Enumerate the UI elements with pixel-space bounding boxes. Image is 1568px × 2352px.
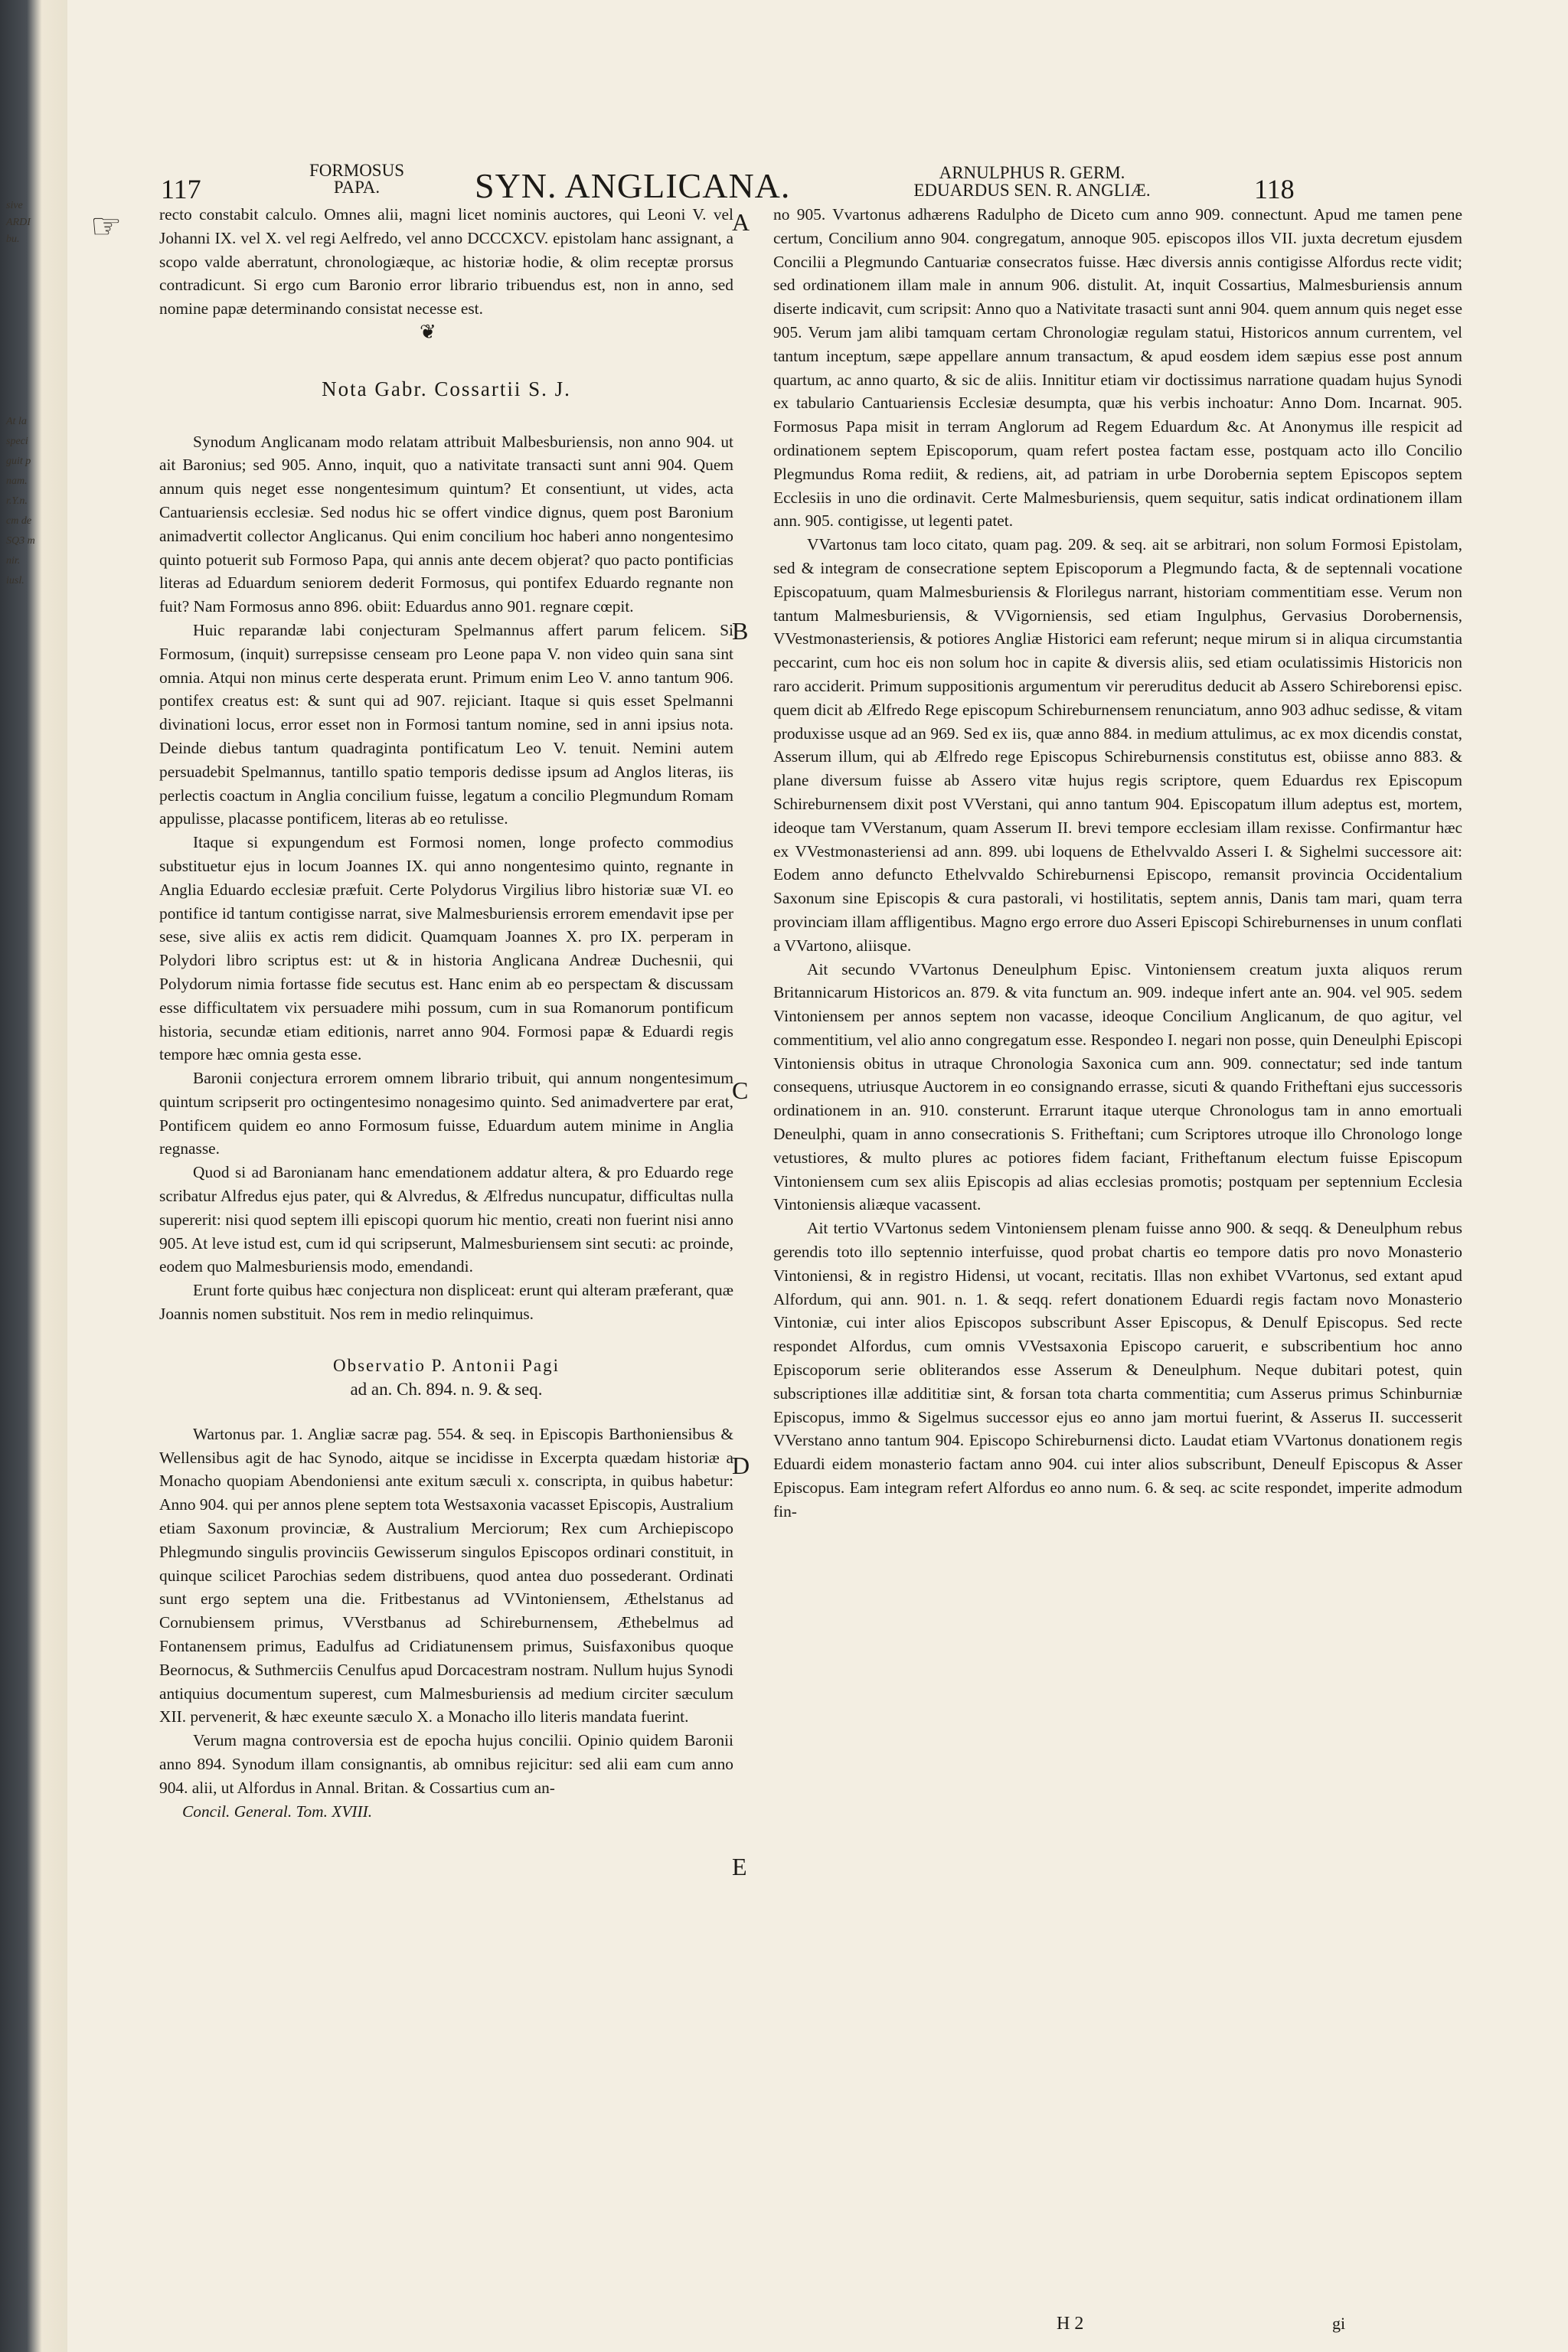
intro-paragraph: recto constabit calculo. Omnes alii, magni licet nominis auctores, qui Leoni V. vel Johanni IX. vel X. vel regi Aelfredo, vel anno DCCCXCV. epistolam hanc assignant, a scopo valde aberratunt, chronologiæque, ac historiæ hodie, & olim receptæ prorsus contradicunt. Si ergo cum Baronio error librario tribuendus est, non in anno, sed nomine papæ determinando consistat necesse est. <box>159 205 733 318</box>
paragraph: Erunt forte quibus hæc conjectura non displiceat: erunt qui alteram præferant, quæ Joannis nomen substituit. Nos rem in medio relinquimus. <box>159 1281 733 1324</box>
running-head-right <box>864 164 1200 199</box>
paragraph: no 905. Vvartonus adhærens Radulpho de Diceto cum anno 909. connectunt. Apud me tamen pene certum, Concilium anno 904. congregatum, annoque 905. episcopos illos VII. juxta decretum ejusdem Concilii a Plegmundo Cantuariæ consecratos fuisse. Hæc diversis annis contigisse Alfordus recte vidit; sed ordinationem illam male in annum 906. distulit. At, inquit Cossartius, Malmesburiensis annum diserte indicavit, cum scripsit: Anno quo a Nativitate trasacti sunt anni 904. quem annum quis neget esse 905. Verum jam alibi tamquam certam Chronologiæ regulam statui, Historicos annum currentem, vel tantum inceptum, sæpe appellare annum transactum, & apud eosdem idem sæpius esse post annum quartum, ac anno quarto, & sic de aliis. Innititur etiam vir doctissimus narratione quadam hujus Synodi ex tabulario Cantuariensis Ecclesiæ desumpta, quæ his verbis inchoatur: Anno Dom. Incarnat. 905. Formosus Papa misit in terram Anglorum ad Regem Eduardum &c. At Anonymus ille respicit ad ordinationem septem Episcoporum, quam refert postea factam esse, postquam acto illo Concilio Plegmundus Roma rediit, & rediens, ait, ad patriam in urbe Dorobernia septem Episcopos septem Ecclesiis in uno die ordinavit. Certe Malmesburiensis, quem sequitur, satis indicat ordinationem illam ann. 905. contigisse, ut legenti patet. <box>773 205 1462 531</box>
prev-page-fragment: iusl. <box>6 575 24 586</box>
paragraph: VVartonus tam loco citato, quam pag. 209. & seq. ait se arbitrari, non solum Formosi Epistolam, sed & integram de consecratione septem Episcoporum a Plegmundo facta, & de septennali vocatione Episcopatuum, quam Malmesburiensis & Florilegus narrant, historiam commentitiam esse. Verum non tantum Malmesburiensis, & VVigorniensis, sed etiam Ingulphus, Gervasius Dorobernensis, VVestmonasteriensis, & potiores Angliæ Historici eam referunt; neque mirum si in aliqua circumstantia peccarint, cum hoc eis non solum hoc in capite & diversis aliis, sed etiam oculatissimis Historicis non raro acciderit. Primum suppositionis argumentum vir pereruditus deducit ab Assero Schireborensi episc. quem dicit ab Ælfredo Rege episcopum Schireburnensem renunciatum, anno 903 adhuc sedisse, & vitam produxisse usque ad an 969. Sed ex iis, quæ anno 884. in medium attulimus, ac ex mox dicendis constat, Asserum illum, qui ab Ælfredo rege Episcopus Schireburnensis constitutus est, obiisse anno 883. & plane diversum fuisse ab Assero vitæ hujus regis scriptore, quem Eduardus rex Episcopum Schireburnensem dixit post VVerstani, qui anno tantum 904. Episcopatum illum adeptus est, mortem, ideoque tam VVerstanum, quam Asserum II. brevi tempore ecclesiam illam rexisse. Confirmantur hæc ex VVestmonasteriensi ad ann. 899. ubi loquens de Ethelvvaldo Asseri I. & Sighelmi successore ait: Eodem anno defuncto Ethelvvaldo Schireburnensi Episcopo, remansit provincia Occidentalium Saxonum sine Episcopis & cura pastorali, vi hostilitatis, septem annis, Danis tam mari, quam terra provinciam illam affligentibus. Magno ergo errore duo Asseri Episcopi Schireburnenses in unum conflati a VVartono, aliisque. <box>773 535 1462 955</box>
right-column <box>773 203 1462 1524</box>
margin-letter-a: A <box>732 208 750 236</box>
fleuron-ornament: ❦ <box>420 320 436 343</box>
prev-page-fragment: bu. <box>6 234 20 245</box>
paragraph: Verum magna controversia est de epocha hujus concilii. Opinio quidem Baronii anno 894. Synodum illam consignantis, ab omnibus rejicitur: sed alii eam cum anno 904. alii, ut Alfordus in Annal. Britan. & Cossartius cum an- <box>159 1731 733 1797</box>
paragraph: Baronii conjectura errorem omnem librario tribuit, qui annum nongentesimum quintum scripserit pro octingentesimo nonagesimo quinto. Sed animadvertere par erat, Pontificem quidem eo anno Formosum fuisse, Eduardum autem minime in Anglia regnasse. <box>159 1069 733 1158</box>
prev-page-fragment: ARDI <box>6 217 31 228</box>
section-heading-pagi: Observatio P. Antonii Pagi <box>332 1355 560 1375</box>
footer-signature: Concil. General. Tom. XVIII. <box>182 1802 373 1821</box>
paragraph: Wartonus par. 1. Angliæ sacræ pag. 554. & seq. in Episcopis Barthoniensibus & Wellensibus agit de hac Synodo, aitque se incidisse in Excerpta quædam historiæ a Monacho quopiam Abendoniensi ante exitum sæculi x. conscripta, in quibus habetur: Anno 904. qui per annos plene septem tota Westsaxonia vacasset Episcopis, Australium etiam Saxonum provinciæ, & Australium Merciorum; Rex cum Archiepiscopo Phlegmundo singulis provinciis Gewisserum singulos Episcopos ordinari constituit, in quinque scilicet Parochias sedem distribuens, quod antea duo possederant. Ordinati sunt ergo septem una die. Fritbestanus ad VVintoniensem, Æthelstanus ad Cornubiensem primus, VVerstbanus ad Schireburnensem, Æthebelmus ad Fontanensem primus, Eadulfus ad Cridiatunensem primus, Suisfaxonibus quoque Beornocus, & Suthmerciis Cenulfus apud Dorcacestram nostram. Nullum hujus Synodi antiquius documentum superest, cum Malmesburiensis ad medium circiter sæculum XII. pervenerit, & hæc exeunte sæculo X. a Monacho illo literis mandata fuerint. <box>159 1424 733 1726</box>
page-title: SYN. ANGLICANA. <box>475 166 791 205</box>
running-head-right-line1: ARNULPHUS R. GERM. <box>939 163 1125 182</box>
pointing-hand-icon: ☞ <box>90 207 122 246</box>
running-head-left: FORMOSUS PAPA. <box>309 161 404 197</box>
prev-page-fragment: cm de <box>6 515 32 527</box>
paragraph: Synodum Anglicanam modo relatam attribuit Malbesburiensis, non anno 904. ut ait Baronius; sed 905. Anno, inquit, quo a nativitate transacti sunt anni 904. Quem annum quis neget esse nongentesimum quintum? Et consentiunt, ut vides, acta Cantuariensis ecclesiæ. Sed nodus hic se offert vindice dignus, quem post Baronium animadvertit collector Anglicanus. Qui enim concilium hoc haberi anno nongentesimo quinto potuerit sub Formoso Papa, qui annis ante decem objerat? quo pacto pontificias literas ad Eduardum seniorem dederit Formosus, qui pontifex Eduardo regnante non fuit? Nam Formosus anno 896. obiit: Eduardus anno 901. regnare cœpit. <box>159 432 733 616</box>
prev-page-fragment: At la <box>6 416 27 427</box>
paragraph: Huic reparandæ labi conjecturam Spelmannus affert parum felicem. Si Formosum, (inquit) surrepsisse censeam pro Leone papa V. non video quin sana sint omnia. Atqui non minus certe desperata erunt. Primum enim Leo V. anno tantum 906. pontifex creatus est: & sunt qui ad 907. rejiciant. Itaque si quis esset Spelmanni divinationi locus, error esset non in Formosi tantum nomine, sed in anni ipsius nota. Deinde diebus tantum quadraginta pontificatum Leo V. tenuit. Nemini autem persuadebit Spelmannus, tantillo spatio temporis dedisse ipsum ad Anglos literas, iis perlectis coactum in Anglia concilium fuisse, legatum a concilio Plegmundum Romam appulisse, placasse pontificem, literas ab eo retulisse. <box>159 620 733 828</box>
paragraph: Quod si ad Baronianam hanc emendationem addatur altera, & pro Eduardo rege scribatur Alfredus ejus pater, qui & Alvredus, & Ælfredus nuncupatur, difficultas nulla supererit: nisi quod septem illi episcopi quorum hic mentio, creati non fuerint nisi anno 905. At leve istud est, cum id qui scripserunt, Malmesburiensem sint secuti: ac proinde, eodem quo Malmesburiensis modo, emendandi. <box>159 1163 733 1276</box>
page-number-left: 117 <box>161 174 201 204</box>
catchword: gi <box>1332 2314 1346 2333</box>
margin-letter-c: C <box>732 1076 749 1104</box>
prev-page-fragment: speci <box>6 436 28 447</box>
paragraph: Ait tertio VVartonus sedem Vintoniensem plenam fuisse anno 900. & seqq. & Deneulphum rebus gerendis toto illo septennio interfuisse, quod probat chartis eo tempore datis pro novo Monasterio Vintoniensi, & in registro Hidensi, ut vocant, recitatis. Illas non exhibet VVartonus, sed extant apud Alfordum, qui ann. 901. n. 1. & seqq. refert donationem Eduardi regis factam novo Monasterio Vintoniæ, cui inter alios Episcopos subscribunt Asser Episcopus, & Denulf Episcopus. Sed recte respondet Alfordus, cum omnis VVestsaxonia Episcopo caruerit, e subscribentium hoc anno Episcoporum serie obliterandos esse Asserum & Deneulphum. Neque dubitari potest, quin subscriptiones illæ addititiæ sint, & forsan tota charta commentitia; cum Asserus primus Schinburniæ Episcopus, immo & Sigelmus successor ejus eo anno jam mortui fuerint, & Asserus II. successerit VVerstano anno tantum 904. Episcopo Schireburnensi dicto. Laudat etiam VVartonus donationem regis Eduardi eidem monasterio factam anno 904. cui inter alios subscribunt, Deneulf Episcopus & Asser Episcopus. Eam integram refert Alfordus eo anno num. 6. & seq. ac scite respondet, imperite admodum fin- <box>773 1219 1462 1521</box>
section-subheading-pagi: ad an. Ch. 894. n. 9. & seq. <box>350 1379 543 1399</box>
prev-page-fragment: r.Y.n. <box>6 495 28 507</box>
margin-letter-d: D <box>732 1452 750 1479</box>
prev-page-fragment: SQ3 m <box>6 535 35 547</box>
prev-page-fragment: sive <box>6 200 23 211</box>
prev-page-fragment: nir. <box>6 555 21 567</box>
previous-page-edge <box>0 0 67 2352</box>
margin-letter-b: B <box>732 617 749 645</box>
left-column <box>159 203 733 1823</box>
section-heading-cossart: Nota Gabr. Cossartii S. J. <box>322 377 571 400</box>
page-number-right: 118 <box>1254 174 1295 204</box>
margin-letter-e: E <box>732 1853 747 1880</box>
prev-page-fragment: guit p <box>6 456 31 467</box>
paragraph: Ait secundo VVartonus Deneulphum Episc. Vintoniensem creatum juxta aliquos rerum Britannicarum Historicos an. 879. & vita functum an. 909. indeque infert ante an. 904. vel 905. sedem Vintoniensem per annos septem non vacasse, ideoque Concilium Anglicanum, de quo agitur, vel commentitium, vel alio anno congregatum esse. Respondeo I. negari non posse, quin Deneulphi Episcopi Vintoniensis obitus in utraque Chronologia Saxonica cum ann. 909. connectatur; sed inde tantum consequens, utriusque Auctorem in eo consignando errasse, sicuti & quando Fritheftani ejus successoris ordinationem in an. 910. consterunt. Errarunt itaque uterque Chronologus tam in anno emortuali Deneulphi, quam in anno consecrationis S. Fritheftani; cum Scriptores utroque illo Chronologo longe vetustiores, & multo plures ac potiores fidem faciant, Fritheftanum electum fuisse Episcopum Vintoniensem cum sex aliis Episcopis ad alias ecclesias promotis; postquam per septennium Ecclesia Vintoniensis aliæque vacassent. <box>773 959 1462 1214</box>
running-head-right-line2: EDUARDUS SEN. R. ANGLIÆ. <box>913 181 1151 200</box>
prev-page-fragment: nam. <box>6 475 28 487</box>
paragraph: Itaque si expungendum est Formosi nomen, longe profecto commodius substituetur ejus in locum Joannes IX. qui anno nongentesimo quinto, regnante in Anglia Eduardo ecclesiæ præfuit. Certe Polydorus Virgilius libro historiæ suæ VI. eo pontifice id tantum contigisse narrat, sive Malmesburiensis errorem emendavit ipse per sese, sive aliis ex actis rem didicit. Quamquam Joannes X. pro IX. perperam in Polydori libro scriptus est: ut & in historia Anglicana Andreæ Duchesnii, qui Polydorum nimia fortasse fide secutus est. Hanc enim ab eo perspectam & discussam esse difficultatem vix persuadere mihi possum, cum in sua Romanorum pontificum historia, secundæ etiam editionis, narret anno 904. Formosi papæ & Eduardi regis tempore hæc omnia gesta esse. <box>159 833 733 1064</box>
signature-mark: H 2 <box>1057 2314 1084 2334</box>
